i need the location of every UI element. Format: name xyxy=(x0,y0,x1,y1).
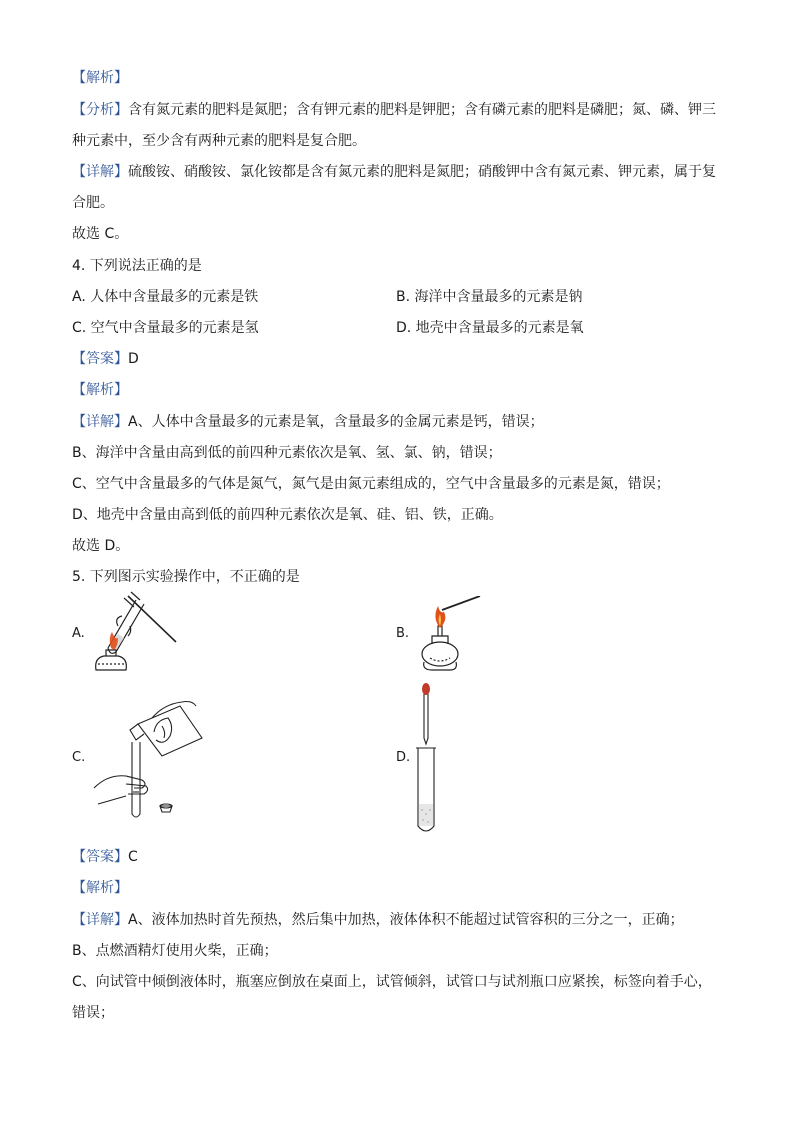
q4-detail-b: B、海洋中含量由高到低的前四种元素依次是氧、氢、氯、钠，错误； xyxy=(72,445,502,461)
q5-detail-a xyxy=(72,910,684,930)
q5-answer-tag: 【答案】 xyxy=(72,849,128,865)
q5-figure-b-label: B. xyxy=(396,626,410,641)
q5-detail-c-1: C、向试管中倾倒液体时，瓶塞应倒放在桌面上，试管倾斜，试管口与试剂瓶口应紧挨，标签向着手心， xyxy=(72,974,712,990)
q5-figure-a-heating-test-tube xyxy=(88,588,184,676)
q4-xiangjie-a: A、人体中含量最多的元素是氧，含量最多的金属元素是钙，错误； xyxy=(128,414,544,430)
q4-detail-c: C、空气中含量最多的气体是氮气，氮气是由氮元素组成的，空气中含量最多的元素是氮，错误； xyxy=(72,476,670,492)
q4-answer-line xyxy=(72,349,139,369)
q5-detail-c-2: 错误； xyxy=(72,1005,114,1021)
q5-figure-b-alcohol-lamp-match xyxy=(418,596,486,674)
test-tube-liquid xyxy=(419,804,433,826)
q4-answer-tag: 【答案】 xyxy=(72,351,128,367)
q4-option-a: A. 人体中含量最多的元素是铁 xyxy=(72,289,259,305)
fenxi-text-1: 含有氮元素的肥料是氮肥；含有钾元素的肥料是钾肥；含有磷元素的肥料是磷肥；氮、磷、钾三 xyxy=(128,102,716,118)
q4-answer: D xyxy=(128,351,139,367)
q4-stem: 4. 下列说法正确的是 xyxy=(72,258,202,274)
q4-xiangjie-tag: 【详解】 xyxy=(72,414,128,430)
detail-paragraph-line-1 xyxy=(72,162,716,182)
q5-figure-c-label: C. xyxy=(72,750,86,765)
q5-stem: 5. 下列图示实验操作中，不正确的是 xyxy=(72,569,300,585)
analysis-heading: 【解析】 xyxy=(72,70,128,86)
q5-figure-a-label: A. xyxy=(72,626,85,641)
q4-analysis-heading: 【解析】 xyxy=(72,382,128,398)
fenxi-tag: 【分析】 xyxy=(72,102,128,118)
analysis-paragraph-line-1 xyxy=(72,100,716,120)
dropper-bulb xyxy=(422,683,430,695)
xiangjie-text-1: 硫酸铵、硝酸铵、氯化铵都是含有氮元素的肥料是氮肥；硝酸钾中含有氮元素、钾元素，属于复 xyxy=(128,164,716,180)
q4-detail-a xyxy=(72,412,544,432)
q5-figure-d-dropper-test-tube xyxy=(412,682,442,834)
detail-paragraph-line-2: 合肥。 xyxy=(72,195,114,211)
q5-answer: C xyxy=(128,849,138,865)
analysis-paragraph-line-2: 种元素中，至少含有两种元素的肥料是复合肥。 xyxy=(72,133,366,149)
q5-detail-b: B、点燃酒精灯使用火柴，正确； xyxy=(72,943,278,959)
q4-option-b: B. 海洋中含量最多的元素是钠 xyxy=(396,289,583,305)
q5-figure-c-pouring-liquid xyxy=(92,696,204,820)
q5-xiangjie-tag: 【详解】 xyxy=(72,912,128,928)
q4-conclusion: 故选 D。 xyxy=(72,538,130,554)
q4-option-c: C. 空气中含量最多的元素是氢 xyxy=(72,320,259,336)
q4-detail-d: D、地壳中含量由高到低的前四种元素依次是氧、硅、铝、铁，正确。 xyxy=(72,507,503,523)
q3-conclusion: 故选 C。 xyxy=(72,226,129,242)
q5-figure-d-label: D. xyxy=(396,750,411,765)
q4-option-d: D. 地壳中含量最多的元素是氧 xyxy=(396,320,584,336)
q5-analysis-heading: 【解析】 xyxy=(72,880,128,896)
q5-xiangjie-a: A、液体加热时首先预热，然后集中加热，液体体积不能超过试管容积的三分之一，正确； xyxy=(128,912,684,928)
xiangjie-tag: 【详解】 xyxy=(72,164,128,180)
q5-answer-line xyxy=(72,847,138,867)
